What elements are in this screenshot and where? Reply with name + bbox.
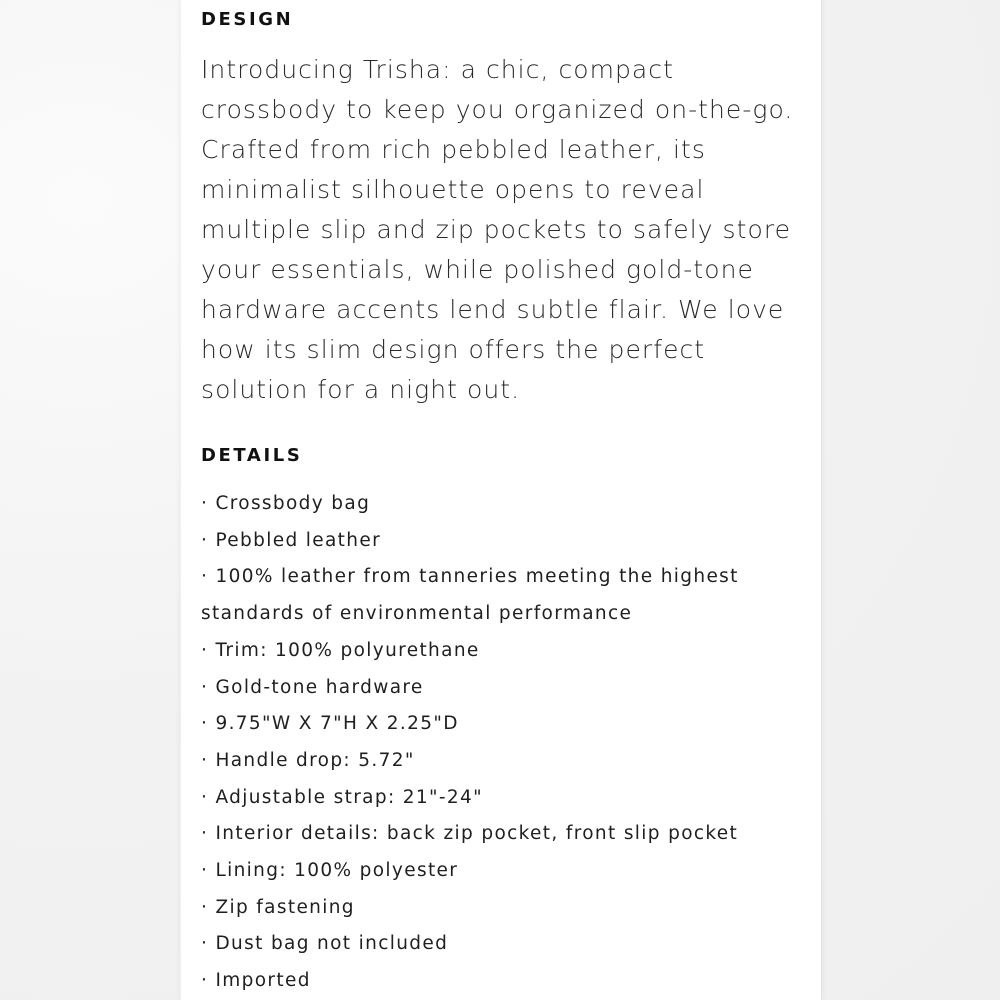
details-item-imported: · Imported	[201, 970, 311, 992]
details-item-lining: · Lining: 100% polyester	[201, 860, 459, 882]
details-item-handle-drop: · Handle drop: 5.72"	[201, 749, 415, 771]
details-item-crossbody-bag: · Crossbody bag	[201, 493, 371, 514]
design-heading: DESIGN	[201, 9, 294, 30]
details-item-leather-sourcing: · 100% leather from tanneries meeting the highest standards of environmental performance	[201, 566, 739, 625]
details-heading: DETAILS	[201, 445, 303, 466]
details-item-hardware: · Gold-tone hardware	[201, 676, 424, 698]
details-item-dust-bag: · Dust bag not included	[201, 933, 449, 955]
details-list	[201, 486, 801, 1000]
product-description-card	[180, 0, 822, 1000]
details-item-dimensions: · 9.75"W X 7"H X 2.25"D	[201, 713, 459, 735]
details-item-fastening: · Zip fastening	[201, 896, 355, 918]
details-item-interior: · Interior details: back zip pocket, front slip pocket	[201, 823, 739, 845]
details-item-trim: · Trim: 100% polyurethane	[201, 639, 480, 661]
details-item-pebbled-leather: · Pebbled leather	[201, 529, 382, 551]
design-description: Introducing Trisha: a chic, compact crossbody to keep you organized on-the-go. Crafted from rich pebbled leather, its minimalist silhouette opens to reveal multiple slip and zip pockets to safely store your essentials, while polished gold-tone hardware accents lend subtle flair. We love how its slim design offers the perfect solution for a night out.	[201, 55, 794, 404]
details-item-strap: · Adjustable strap: 21"-24"	[201, 786, 483, 808]
